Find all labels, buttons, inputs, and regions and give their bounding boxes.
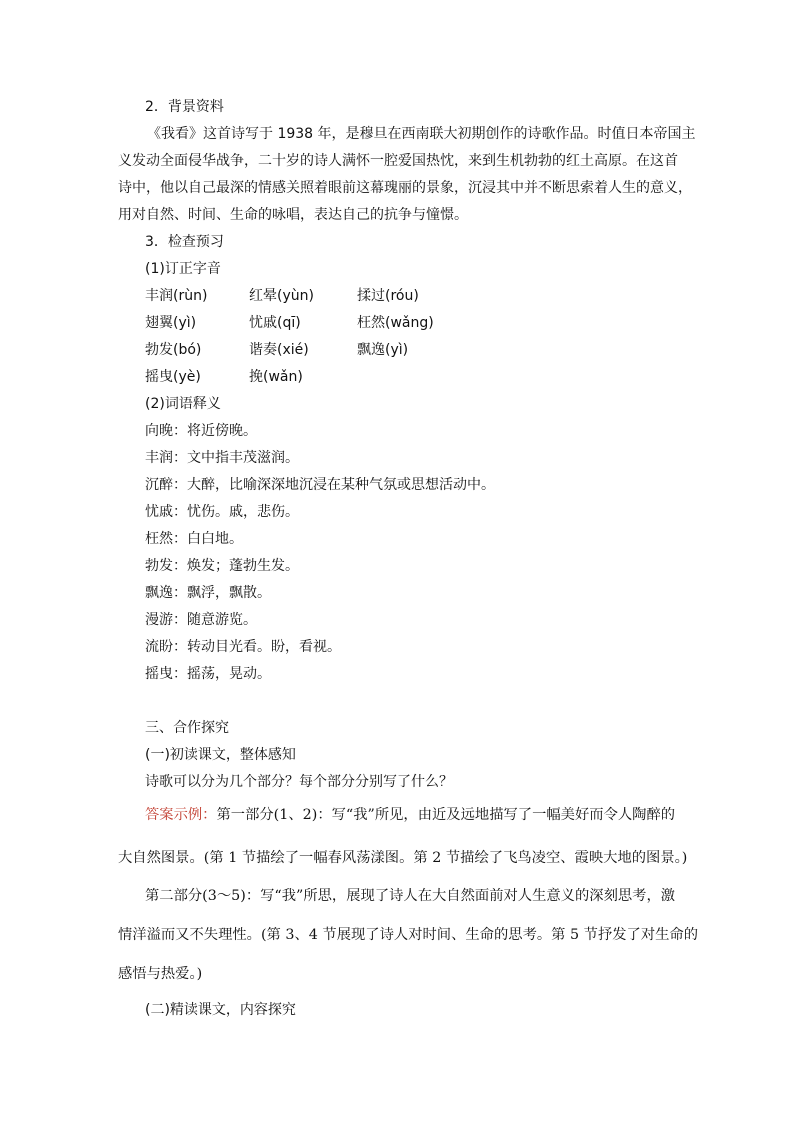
background-line-3: 诗中，他以自己最深的情感关照着眼前这幕瑰丽的景象，沉浸其中并不断思索着人生的意义， <box>118 180 692 196</box>
subheading-definitions: (2)词语释义 <box>145 396 221 412</box>
background-line-4: 用对自然、时间、生命的咏唱，表达自己的抗争与憧憬。 <box>118 207 468 223</box>
definition-item: 漫游：随意游览。 <box>145 612 257 628</box>
definition-item: 勃发：焕发；蓬勃生发。 <box>145 558 299 574</box>
subheading-first-reading: (一)初读课文，整体感知 <box>145 747 296 763</box>
section-heading-background: 2．背景资料 <box>145 99 224 115</box>
definition-item: 沉醉：大醉，比喻深深地沉浸在某种气氛或思想活动中。 <box>145 477 495 493</box>
definition-item: 向晚：将近傍晚。 <box>145 423 257 439</box>
question-text: 诗歌可以分为几个部分？每个部分分别写了什么？ <box>145 774 453 790</box>
background-line-1: 《我看》这首诗写于 1938 年，是穆旦在西南联大初期创作的诗歌作品。时值日本帝国主 <box>147 126 696 142</box>
pinyin-item: 枉然(wǎng) <box>357 315 434 331</box>
pinyin-item: 揉过(róu) <box>357 288 419 304</box>
answer-line-2: 大自然图景。(第 1 节描绘了一幅春风荡漾图。第 2 节描绘了飞鸟凌空、霞映大地的图景。) <box>118 850 688 866</box>
pinyin-item: 飘逸(yì) <box>357 342 409 358</box>
part-heading-cooperative-inquiry: 三、合作探究 <box>145 720 229 736</box>
pinyin-item: 红晕(yùn) <box>249 288 314 304</box>
pinyin-item: 谐奏(xié) <box>249 342 309 358</box>
pinyin-item: 忧戚(qī) <box>249 315 301 331</box>
answer-line-4: 情洋溢而又不失理性。(第 3、4 节展现了诗人对时间、生命的思考。第 5 节抒发了对生命的 <box>118 927 699 943</box>
background-line-2: 义发动全面侵华战争，二十岁的诗人满怀一腔爱国热忱，来到生机勃勃的红土高原。在这首 <box>118 153 678 169</box>
pinyin-item: 丰润(rùn) <box>145 288 208 304</box>
subheading-pronunciation: (1)订正字音 <box>145 261 221 277</box>
definition-item: 流盼：转动目光看。盼，看视。 <box>145 639 341 655</box>
pinyin-item: 翅翼(yì) <box>145 315 197 331</box>
definition-item: 飘逸：飘浮，飘散。 <box>145 585 271 601</box>
answer-line-5: 感悟与热爱。) <box>118 966 203 982</box>
answer-label: 答案示例： <box>145 807 217 823</box>
answer-line-1 <box>145 805 675 825</box>
answer-line-3: 第二部分(3～5)：写“我”所思，展现了诗人在大自然面前对人生意义的深刻思考，激 <box>145 888 676 904</box>
answer-part1-text: 第一部分(1、2)：写“我”所见，由近及远地描写了一幅美好而令人陶醉的 <box>216 807 676 823</box>
definition-item: 忧戚：忧伤。戚，悲伤。 <box>145 504 299 520</box>
pinyin-item: 摇曳(yè) <box>145 369 201 385</box>
definition-item: 丰润：文中指丰茂滋润。 <box>145 450 299 466</box>
definition-item: 枉然：白白地。 <box>145 531 243 547</box>
definition-item: 摇曳：摇荡，晃动。 <box>145 666 271 682</box>
pinyin-item: 勃发(bó) <box>145 342 202 358</box>
pinyin-item: 挽(wǎn) <box>249 369 303 385</box>
subheading-close-reading: (二)精读课文，内容探究 <box>145 1002 296 1018</box>
section-heading-preview: 3．检查预习 <box>145 234 224 250</box>
